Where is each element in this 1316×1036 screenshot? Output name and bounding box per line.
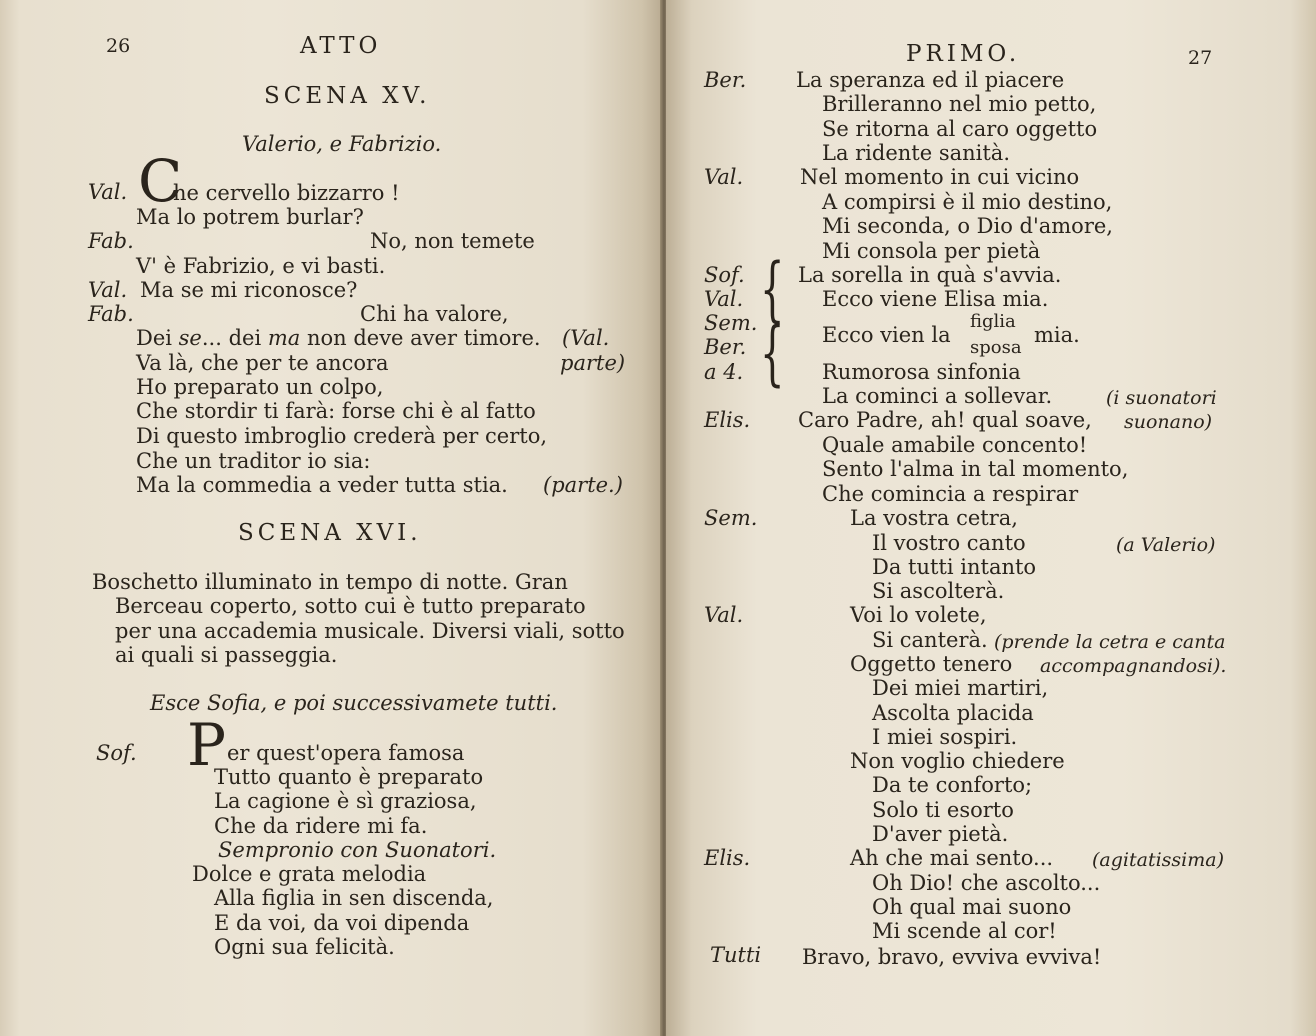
verse-line: Oh Dio! che ascolto... (872, 871, 1101, 895)
verse-line: Mi seconda, o Dio d'amore, (822, 214, 1113, 238)
verse-line: D'aver pietà. (872, 822, 1009, 846)
speaker: Elis. (704, 408, 751, 432)
verse-line: Oggetto tenero (850, 652, 1013, 676)
verse-line: Ascolta placida (872, 701, 1034, 725)
verse-line: Mi scende al cor! (872, 919, 1057, 943)
drop-cap: C (138, 147, 183, 215)
page-number: 26 (106, 35, 131, 57)
verse-line: Chi ha valore, (360, 302, 509, 326)
speaker: Fab. (88, 302, 134, 326)
speaker: Sem. (704, 311, 758, 335)
stage-note: (agitatissima) (1092, 849, 1224, 871)
setting-line: Berceau coperto, sotto cui è tutto preparato (115, 594, 586, 618)
verse-line: I miei sospiri. (872, 725, 1018, 749)
verse-line: Dolce e grata melodia (192, 862, 427, 886)
setting-line: Boschetto illuminato in tempo di notte. Gran (92, 570, 568, 594)
scene-title: SCENA XV. (264, 83, 431, 109)
left-brace: { (760, 248, 785, 330)
verse-line: Ecco vien la (822, 323, 951, 347)
verse-variant-bottom: sposa (970, 337, 1022, 358)
verse-line: Che comincia a respirar (822, 482, 1079, 506)
speaker: Ber. (704, 68, 747, 92)
verse-line: Brilleranno nel mio petto, (822, 92, 1097, 116)
verse-line: No, non temete (370, 229, 535, 253)
drop-cap: P (187, 711, 227, 779)
verse-line: Si canterà. (872, 628, 988, 652)
scene-title: SCENA XVI. (238, 520, 422, 546)
verse-line: Non voglio chiedere (850, 749, 1065, 773)
setting-line: ai quali si passeggia. (115, 643, 338, 667)
right-page (666, 0, 1316, 1036)
stage-note: parte) (560, 351, 626, 375)
verse-line: Che da ridere mi fa. (214, 814, 428, 838)
verse-line: Ogni sua felicità. (214, 935, 395, 959)
speaker: Ber. (704, 335, 747, 359)
running-head: ATTO (300, 33, 382, 59)
verse-line: Che stordir ti farà: forse chi è al fatto (136, 399, 536, 423)
verse-line: Che un traditor io sia: (136, 449, 371, 473)
stage-note: suonano) (1124, 411, 1213, 433)
verse-line: E da voi, da voi dipenda (214, 911, 470, 935)
verse-line: Rumorosa sinfonia (822, 360, 1021, 384)
speaker: Val. (704, 165, 744, 189)
verse-line: Da te conforto; (872, 773, 1033, 797)
verse-line: Da tutti intanto (872, 555, 1037, 579)
running-head: PRIMO. (906, 41, 1021, 67)
verse-line: Alla figlia in sen discenda, (214, 886, 494, 910)
verse-line: Tutto quanto è preparato (214, 765, 484, 789)
verse-line: V' è Fabrizio, e vi basti. (136, 254, 386, 278)
verse-line: Ecco viene Elisa mia. (822, 287, 1049, 311)
verse-variant-top: figlia (970, 311, 1016, 332)
speaker: Elis. (704, 846, 751, 870)
verse-line: La cagione è sì graziosa, (214, 789, 477, 813)
verse-line: Ma la commedia a veder tutta stia. (136, 473, 508, 497)
speaker: Fab. (88, 229, 134, 253)
stage-note: (parte.) (543, 473, 623, 497)
verse-line: La speranza ed il piacere (796, 68, 1065, 92)
stage-note: Sempronio con Suonatori. (218, 838, 497, 862)
verse-line: La sorella in quà s'avvia. (798, 263, 1062, 287)
speaker: Sem. (704, 506, 758, 530)
scene-characters: Valerio, e Fabrizio. (242, 132, 442, 156)
verse-line: Ah che mai sento... (850, 846, 1054, 870)
left-brace: { (760, 312, 785, 394)
speaker: Sof. (96, 741, 137, 765)
stage-note: (a Valerio) (1116, 534, 1216, 556)
speaker: Val. (88, 180, 128, 204)
verse-line: Di questo imbroglio crederà per certo, (136, 424, 548, 448)
verse-line: A compirsi è il mio destino, (822, 190, 1113, 214)
verse-line: Voi lo volete, (850, 603, 987, 627)
verse-line: Ma se mi riconosce? (140, 278, 358, 302)
verse-line: Dei miei martiri, (872, 676, 1049, 700)
verse-line: Ma lo potrem burlar? (136, 205, 364, 229)
verse-line: Nel momento in cui vicino (800, 165, 1080, 189)
verse-line: Oh qual mai suono (872, 895, 1072, 919)
stage-note: (prende la cetra e canta (994, 631, 1226, 653)
verse-line: Va là, che per te ancora (136, 351, 389, 375)
speaker: a 4. (704, 360, 744, 384)
verse-line: Se ritorna al caro oggetto (822, 117, 1098, 141)
speaker: Tutti (710, 943, 762, 967)
verse-line: Si ascolterà. (872, 579, 1005, 603)
verse-line: Mi consola per pietà (822, 239, 1041, 263)
verse-line: Caro Padre, ah! qual soave, (798, 408, 1092, 432)
verse-line: Bravo, bravo, evviva evviva! (802, 945, 1102, 969)
verse-line: er quest'opera famosa (227, 741, 465, 765)
verse-line: Quale amabile concento! (822, 433, 1088, 457)
speaker: Val. (704, 287, 744, 311)
verse-line: Ho preparato un colpo, (136, 375, 384, 399)
stage-direction: Esce Sofia, e poi successivamete tutti. (150, 691, 558, 715)
speaker: Val. (88, 278, 128, 302)
verse-line: Solo ti esorto (872, 798, 1014, 822)
verse-line: La ridente sanità. (822, 141, 1011, 165)
verse-line: he cervello bizzarro ! (173, 181, 400, 205)
speaker: Val. (704, 603, 744, 627)
setting-line: per una accademia musicale. Diversi viali, sotto (115, 619, 625, 643)
stage-note: accompagnandosi). (1040, 655, 1227, 677)
verse-line: Il vostro canto (872, 531, 1026, 555)
verse-line: La cominci a sollevar. (822, 384, 1053, 408)
verse-line: Sento l'alma in tal momento, (822, 457, 1129, 481)
stage-note: (i suonatori (1106, 387, 1217, 409)
verse-line: mia. (1034, 323, 1080, 347)
speaker: Sof. (704, 263, 745, 287)
page-number: 27 (1188, 47, 1213, 69)
verse-line: La vostra cetra, (850, 506, 1018, 530)
verse-line: Dei se... dei ma non deve aver timore. (136, 326, 541, 350)
stage-note: (Val. (562, 326, 610, 350)
